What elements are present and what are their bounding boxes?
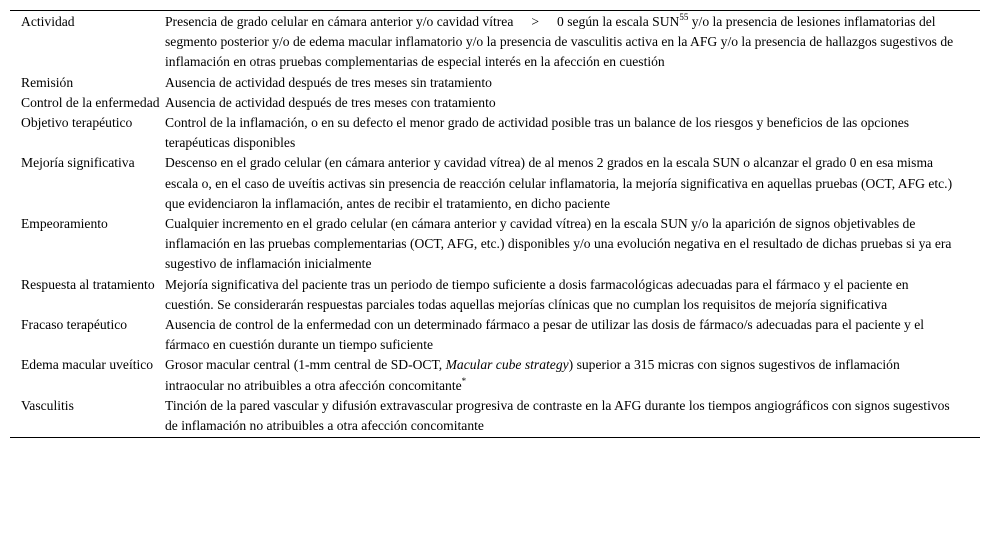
definition-cell [165,355,980,395]
definition-cell: Mejoría significativa del paciente tras un periodo de tiempo suficiente a dosis farmacológicas adecuadas para el fármaco y el paciente en cuestión. Se considerarán respuestas parciales todas aquellas mejorías clínicas que no cumplan los requisitos de mejoría significativa [165,276,909,312]
table-row [10,113,980,153]
definition-text: Presencia de grado celular en cámara anterior y/o cavidad vítrea [165,14,514,29]
definition-text: 0 según la escala SUN [557,14,680,29]
definition-cell: Ausencia de actividad después de tres meses con tratamiento [165,94,496,110]
term-cell: Control de la enfermedad [21,94,160,110]
footnote-superscript: * [461,375,467,386]
term-cell: Fracaso terapéutico [21,317,128,333]
table-row [10,11,980,73]
definition-cell [165,11,980,73]
definition-cell: Descenso en el grado celular (en cámara anterior y cavidad vítrea) de al menos 2 grados en la escala SUN o alcanzar el grado 0 en esa misma escala o, en el caso de uveítis activas sin presencia de reacción celular inflamatoria, la mejoría significativa en aquellas pruebas (OCT, AFG etc.) que evidenciaron la inflamación, antes de recibir el tratamiento, en dicho paciente [165,155,953,211]
term-cell: Empeoramiento [21,216,108,232]
table-row [10,275,980,315]
table-row [10,315,980,355]
definition-text: ) superior a 315 micras con signos sugestivos de inflamación intraocular no atribuibles a otra afección concomitante [165,357,900,393]
italic-term: Macular cube strategy [445,357,569,373]
definition-cell: Ausencia de actividad después de tres meses sin tratamiento [165,74,492,90]
definition-text: Grosor macular central (1-mm central de SD-OCT, [165,357,446,373]
definition-cell: Tinción de la pared vascular y difusión extravascular progresiva de contraste en la AFG durante los tiempos angiográficos con signos sugestivos de inflamación no atribuibles a otra afección concomitante [165,397,950,434]
table-row [10,153,980,214]
term-cell: Mejoría significativa [21,155,135,171]
term-cell: Vasculitis [21,397,74,413]
table-row [10,355,980,395]
table-row [10,396,980,438]
table-row [10,214,980,275]
reference-superscript: 55 [679,12,689,22]
term-cell: Edema macular uveítico [21,357,154,373]
definition-cell: Control de la inflamación, o en su defecto el menor grado de actividad posible tras un balance de los riesgos y beneficios de las opciones terapéuticas disponibles [165,115,910,151]
table-row [10,93,980,113]
table-row [10,73,980,93]
term-cell: Objetivo terapéutico [21,115,133,131]
definition-cell: Cualquier incremento en el grado celular (en cámara anterior y cavidad vítrea) en la escala SUN y/o la aparición de signos objetivables de inflamación en las pruebas complementarias (OCT, AFG, etc.) disponibles y/o una evolución negativa en el resultado de dichas pruebas si ya era sugestivo de inflamación inicialmente [165,216,952,272]
term-cell: Respuesta al tratamiento [21,276,155,292]
term-cell: Remisión [21,74,74,90]
greater-than-symbol: > [531,14,540,29]
definitions-table [10,10,980,438]
term-cell: Actividad [21,14,75,29]
definition-cell: Ausencia de control de la enfermedad con un determinado fármaco a pesar de utilizar las dosis de fármaco/s adecuadas para el paciente y el fármaco en cuestión durante un tiempo suficiente [165,317,925,353]
definition-text: y/o la presencia de lesiones inflamatorias del segmento posterior y/o de edema macular inflamatorio y/o la presencia de vasculitis activa en la AFG y/o la presencia de hallazgos sugestivos de inflamación en otras pruebas complementarias de especial interés en la afección en cuestión [165,14,954,70]
definitions-table-container [10,10,980,438]
